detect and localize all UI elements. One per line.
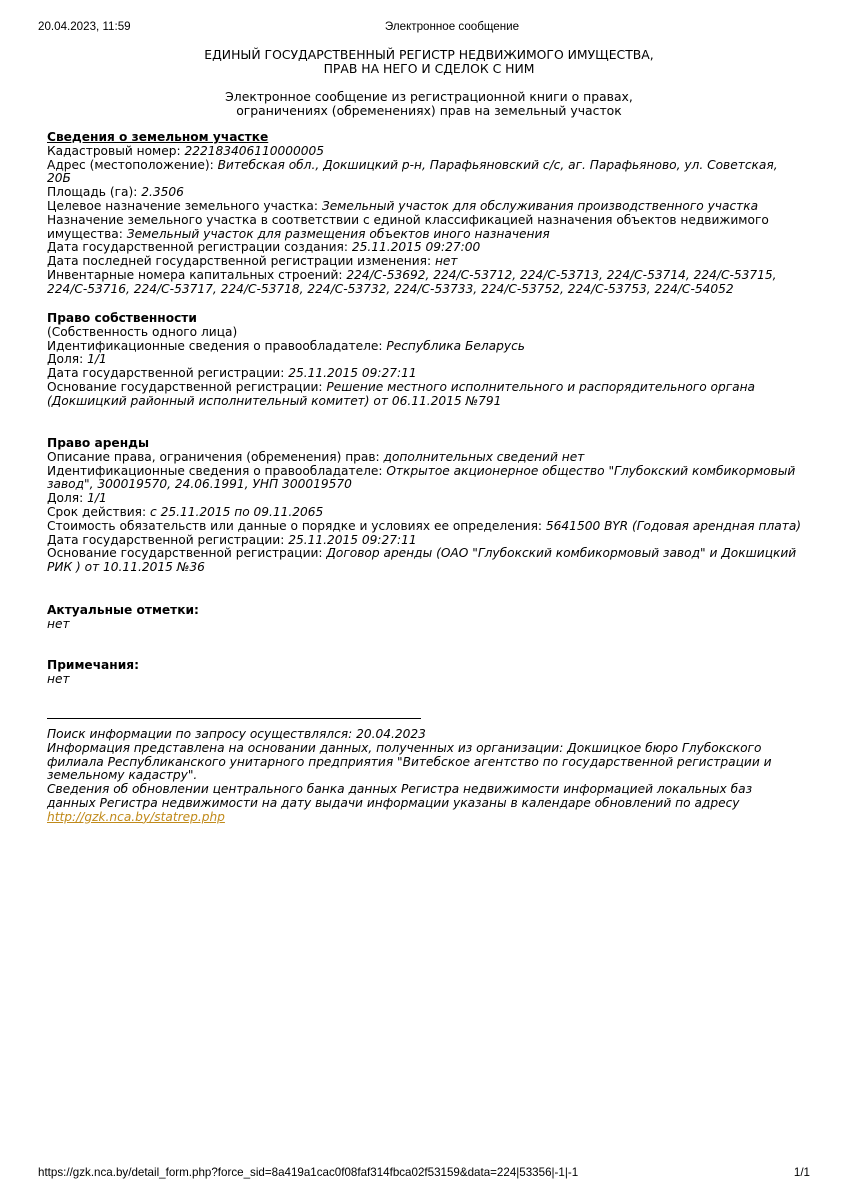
- change-date-row: [47, 255, 804, 269]
- print-footer: [38, 1166, 810, 1180]
- ownership-basis-value: Решение местного исполнительного и распорядительного органа (Докшицкий районный исполнительный комитет) от 06.11.2015 №791: [47, 379, 756, 408]
- lease-regdate-value: 25.11.2015 09:27:11: [288, 532, 417, 547]
- lease-holder-label: Идентификационные сведения о правообладателе:: [47, 463, 387, 478]
- document-title: [0, 48, 848, 76]
- document-subtitle-line2: ограничениях (обременениях) прав на земельный участок: [236, 102, 622, 118]
- change-date-value: нет: [434, 254, 458, 269]
- purpose-row: [47, 200, 804, 214]
- notes-heading: Примечания:: [47, 658, 139, 672]
- ownership-share-row: [47, 353, 804, 367]
- footnote-divider: [47, 718, 421, 719]
- document-subtitle-line1: Электронное сообщение из регистрационной книги о правах,: [225, 89, 633, 104]
- lease-share-value: 1/1: [87, 491, 107, 506]
- lease-cost-label: Стоимость обязательств или данные о порядке и условиях ее определения:: [47, 518, 546, 533]
- lease-description-value: дополнительных сведений нет: [383, 449, 585, 464]
- footnote: [47, 718, 804, 825]
- lease-regdate-label: Дата государственной регистрации:: [47, 532, 289, 547]
- lease-heading: Право аренды: [47, 436, 149, 450]
- ownership-holder-value: Республика Беларусь: [386, 338, 525, 353]
- inventory-numbers-row: [47, 269, 804, 297]
- page-number: 1/1: [793, 1166, 810, 1179]
- purpose-label: Целевое назначение земельного участка:: [47, 198, 322, 213]
- area-label: Площадь (га):: [47, 185, 142, 200]
- actual-marks-heading: Актуальные отметки:: [47, 603, 199, 617]
- search-date-text: Поиск информации по запросу осуществлялся: 20.04.2023: [47, 727, 426, 741]
- cadastral-number-label: Кадастровый номер:: [47, 143, 185, 158]
- lease-cost-value: 5641500 BYR (Годовая арендная плата): [545, 518, 802, 533]
- page-url: https://gzk.nca.by/detail_form.php?force_sid=8a419a1cac0f08faf314fbca02f53159&data=224|53356|-1|-1: [38, 1166, 579, 1179]
- actual-marks-value: нет: [47, 616, 70, 631]
- lease-basis-label: Основание государственной регистрации:: [47, 546, 327, 561]
- lease-cost-row: [47, 520, 804, 534]
- lease-basis-value: Договор аренды (ОАО "Глубокский комбикормовый завод" и Докшицкий РИК ) от 10.11.2015 №36: [47, 546, 797, 575]
- lease-description-row: [47, 451, 804, 465]
- lease-holder-row: [47, 465, 804, 493]
- lease-regdate-row: [47, 534, 804, 548]
- document-title-line1: ЕДИНЫЙ ГОСУДАРСТВЕННЫЙ РЕГИСТР НЕДВИЖИМОГО ИМУЩЕСТВА,: [204, 47, 654, 62]
- creation-date-label: Дата государственной регистрации создания:: [47, 240, 352, 255]
- area-row: [47, 186, 804, 200]
- inventory-numbers-value: 224/C-53692, 224/C-53712, 224/C-53713, 224/C-53714, 224/C-53715, 224/C-53716, 224/C-53717, 224/C-53718, 224/C-53732, 224/C-53733, 224/C-53752, 224/C-53753, 224/C-54052: [47, 267, 777, 296]
- lease-term-label: Срок действия:: [47, 504, 150, 519]
- lease-section: [47, 437, 804, 575]
- address-label: Адрес (местоположение):: [47, 157, 218, 172]
- cadastral-number-row: [47, 145, 804, 159]
- update-text: Сведения об обновлении центрального банка данных Регистра недвижимости информацией локальных баз данных Регистра недвижимости на дату выдачи информации указаны в календаре обновлений по адресу: [47, 782, 753, 810]
- ownership-section: [47, 312, 804, 409]
- ownership-regdate-row: [47, 367, 804, 381]
- lease-share-label: Доля:: [47, 491, 88, 506]
- print-timestamp: 20.04.2023, 11:59: [38, 20, 131, 33]
- area-value: 2.3506: [141, 185, 184, 200]
- inventory-numbers-label: Инвентарные номера капитальных строений:: [47, 267, 347, 282]
- lease-term-row: [47, 506, 804, 520]
- source-text: Информация представлена на основании данных, полученных из организации: Докшицкое бюро Глубокского филиала Республиканского унитарного предприятия "Витебское агентство по государственной регистрации и земельному кадастру".: [47, 740, 772, 783]
- ownership-share-value: 1/1: [87, 352, 107, 367]
- land-plot-section: [47, 131, 804, 297]
- notes-section: [47, 659, 804, 687]
- notes-value: нет: [47, 671, 70, 686]
- classification-row: [47, 214, 804, 242]
- actual-marks-section: [47, 604, 804, 632]
- address-row: [47, 159, 804, 187]
- print-header: [38, 20, 810, 34]
- ownership-regdate-value: 25.11.2015 09:27:11: [288, 366, 417, 381]
- document-title-line2: ПРАВ НА НЕГО И СДЕЛОК С НИМ: [323, 61, 535, 76]
- lease-term-value: с 25.11.2015 по 09.11.2065: [150, 504, 324, 519]
- document-subtitle: [0, 90, 848, 117]
- ownership-holder-label: Идентификационные сведения о правообладателе:: [47, 338, 387, 353]
- cadastral-number-value: 222183406110000005: [184, 143, 325, 158]
- ownership-basis-row: [47, 381, 804, 409]
- classification-label: Назначение земельного участка в соответствии с единой классификацией назначения объектов недвижимого имущества:: [47, 212, 769, 241]
- ownership-kind: (Собственность одного лица): [47, 324, 238, 339]
- lease-description-label: Описание права, ограничения (обременения) прав:: [47, 449, 384, 464]
- statrep-link[interactable]: http://gzk.nca.by/statrep.php: [47, 809, 225, 824]
- address-value: Витебская обл., Докшицкий р-н, Парафьяновский с/с, аг. Парафьяново, ул. Советская, 20Б: [47, 157, 778, 186]
- land-plot-heading: Сведения о земельном участке: [47, 130, 269, 144]
- ownership-share-label: Доля:: [47, 352, 88, 367]
- ownership-holder-row: [47, 340, 804, 354]
- ownership-basis-label: Основание государственной регистрации:: [47, 379, 327, 394]
- creation-date-row: [47, 241, 804, 255]
- creation-date-value: 25.11.2015 09:27:00: [351, 240, 481, 255]
- print-title: Электронное сообщение: [384, 20, 520, 33]
- purpose-value: Земельный участок для обслуживания производственного участка: [321, 198, 759, 213]
- ownership-heading: Право собственности: [47, 311, 197, 325]
- ownership-regdate-label: Дата государственной регистрации:: [47, 366, 289, 381]
- lease-holder-value: Открытое акционерное общество "Глубокский комбикормовый завод", 300019570, 24.06.1991, УНП 300019570: [47, 463, 796, 492]
- change-date-label: Дата последней государственной регистрации изменения:: [47, 254, 435, 269]
- lease-basis-row: [47, 547, 804, 575]
- lease-share-row: [47, 492, 804, 506]
- classification-value: Земельный участок для размещения объектов иного назначения: [126, 226, 550, 241]
